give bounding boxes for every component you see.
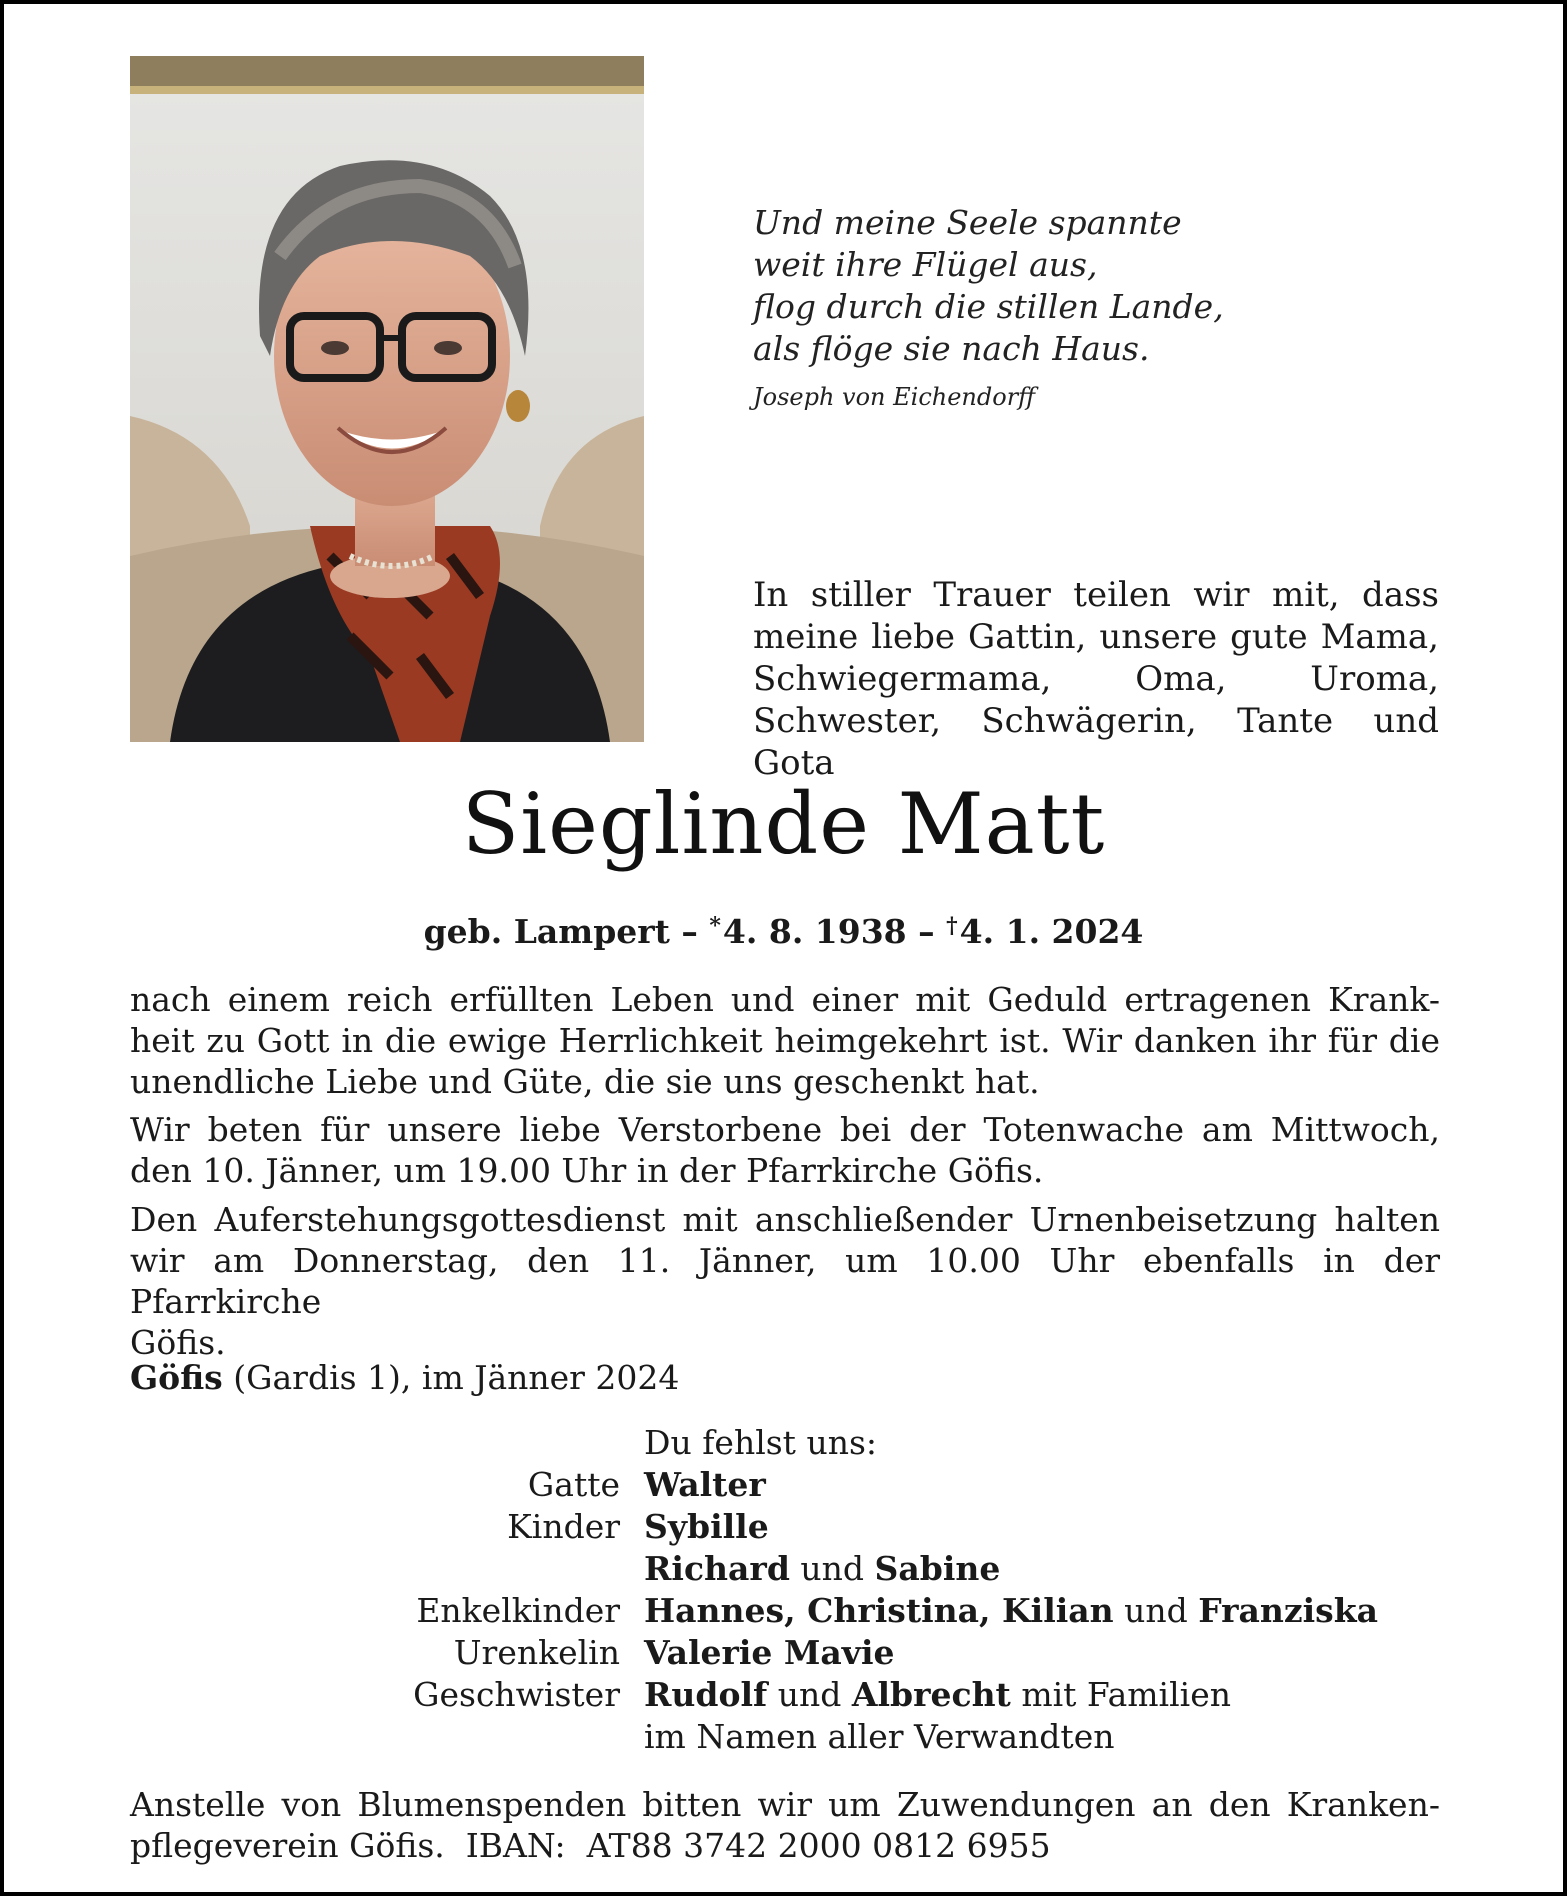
portrait-photo	[130, 56, 644, 742]
connector: und	[777, 1675, 842, 1714]
place-date	[130, 1357, 679, 1399]
paragraph-line: wir am Donnerstag, den 11. Jänner, um 10.00 Uhr ebenfalls in der Pfarrkirche	[130, 1241, 1440, 1321]
role-label: Kinder	[507, 1507, 620, 1546]
poem-line: als flöge sie nach Haus.	[753, 329, 1150, 368]
paragraph-line: heit zu Gott in die ewige Herrlichkeit heimgekehrt ist. Wir danken ihr für die	[130, 1021, 1440, 1060]
obituary-page	[4, 4, 1563, 1892]
donation-line: Anstelle von Blumenspenden bitten wir um Zuwendungen an den Kranken-	[130, 1785, 1440, 1824]
paragraph-line: den 10. Jänner, um 19.00 Uhr in der Pfarrkirche Göfis.	[130, 1151, 1044, 1190]
family-row-kinder	[130, 1506, 1440, 1548]
family-list	[130, 1422, 1440, 1758]
intro-line: Schwiegermama, Oma, Uroma,	[753, 659, 1439, 699]
paragraph-line: Wir beten für unsere liebe Verstorbene bei der Totenwache am Mittwoch,	[130, 1110, 1440, 1149]
death-symbol: †	[946, 913, 958, 939]
role-label: Urenkelin	[453, 1633, 620, 1672]
family-row-geschwister	[130, 1674, 1440, 1716]
family-heading-row	[130, 1422, 1440, 1464]
member-name: Rudolf	[644, 1675, 768, 1714]
place-town: Göfis	[130, 1358, 223, 1397]
role-label: Enkelkinder	[416, 1591, 620, 1630]
intro-line: Schwester, Schwägerin, Tante und Gota	[753, 701, 1439, 783]
birth-name: geb. Lampert	[423, 912, 670, 951]
connector: und	[1124, 1591, 1188, 1630]
donation-note	[130, 1784, 1440, 1866]
donation-line: pflegeverein Göfis. IBAN: AT88 3742 2000 0812 6955	[130, 1826, 1051, 1865]
intro-text	[753, 574, 1439, 784]
family-closing: im Namen aller Verwandten	[644, 1717, 1115, 1756]
paragraph-line: Den Auferstehungsgottesdienst mit anschließender Urnenbeisetzung halten	[130, 1200, 1440, 1239]
portrait-image	[130, 56, 644, 742]
poem-line: Und meine Seele spannte	[753, 203, 1182, 242]
connector: und	[800, 1549, 865, 1588]
life-dates	[4, 904, 1563, 954]
member-name: Richard	[644, 1549, 790, 1588]
family-row-enkel	[130, 1590, 1440, 1632]
member-name: Sabine	[874, 1549, 1001, 1588]
paragraph-2	[130, 1109, 1440, 1191]
intro-line: meine liebe Gattin, unsere gute Mama,	[753, 617, 1439, 657]
role-label: Geschwister	[413, 1675, 620, 1714]
poem	[753, 202, 1224, 414]
place-rest: (Gardis 1), im Jänner 2024	[222, 1358, 680, 1397]
poem-line: flog durch die stillen Lande,	[753, 287, 1224, 326]
poem-line: weit ihre Flügel aus,	[753, 245, 1098, 284]
with-families: mit Familien	[1021, 1675, 1231, 1714]
member-name: Walter	[644, 1465, 766, 1504]
birth-symbol: *	[709, 913, 721, 939]
member-name: Sybille	[644, 1507, 769, 1546]
family-heading: Du fehlst uns:	[644, 1423, 877, 1462]
family-row-kinder-2	[130, 1548, 1440, 1590]
birth-date: 4. 8. 1938	[722, 912, 907, 951]
intro-line: In stiller Trauer teilen wir mit, dass	[753, 575, 1439, 615]
paragraph-3	[130, 1199, 1440, 1363]
member-name: Albrecht	[851, 1675, 1011, 1714]
role-label: Gatte	[527, 1465, 620, 1504]
family-row-urenkel	[130, 1632, 1440, 1674]
death-date: 4. 1. 2024	[959, 912, 1144, 951]
poem-author: Joseph von Eichendorff	[753, 383, 1036, 411]
dash: –	[918, 912, 935, 951]
paragraph-line: unendliche Liebe und Güte, die sie uns geschenkt hat.	[130, 1062, 1040, 1101]
family-row-closing	[130, 1716, 1440, 1758]
member-name: Franziska	[1198, 1591, 1379, 1630]
paragraph-line: Göfis.	[130, 1323, 226, 1362]
member-name: Valerie Mavie	[644, 1633, 895, 1672]
deceased-name: Sieglinde Matt	[461, 775, 1106, 873]
member-name: Hannes, Christina, Kilian	[644, 1591, 1114, 1630]
paragraph-1	[130, 979, 1440, 1102]
dash: –	[681, 912, 698, 951]
paragraph-line: nach einem reich erfüllten Leben und einer mit Geduld ertragenen Krank-	[130, 980, 1440, 1019]
family-row-gatte	[130, 1464, 1440, 1506]
